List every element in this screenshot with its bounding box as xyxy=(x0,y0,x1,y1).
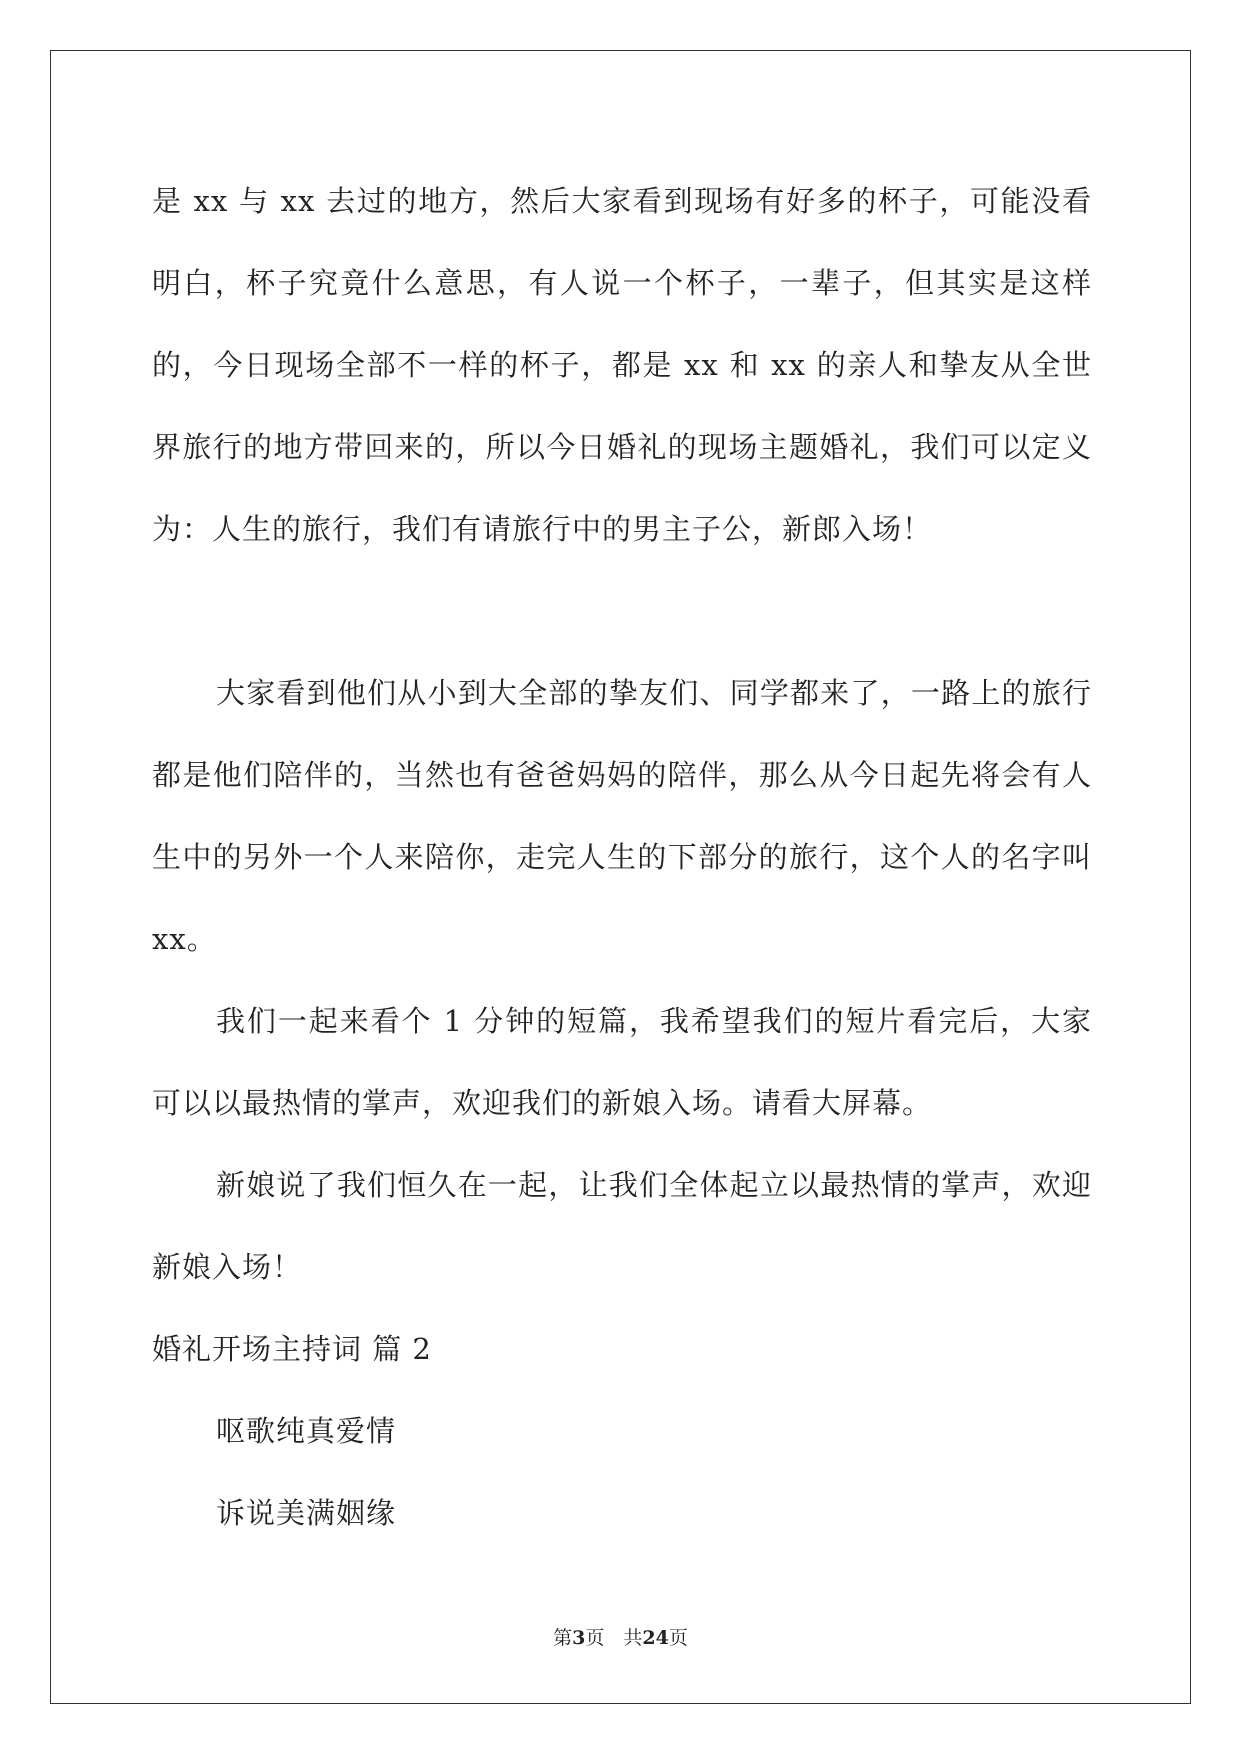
document-body xyxy=(152,160,1092,1554)
paragraph-2: 大家看到他们从小到大全部的挚友们、同学都来了，一路上的旅行都是他们陪伴的，当然也有爸爸妈妈的陪伴，那么从今日起先将会有人生中的另外一个人来陪你，走完人生的下部分的旅行，这个人的名字叫 xx。 xyxy=(152,676,1092,956)
section-heading: 婚礼开场主持词 篇 2 xyxy=(152,1332,432,1366)
total-page-number: 24 xyxy=(642,1627,669,1649)
paragraph-3: 我们一起来看个 1 分钟的短篇，我希望我们的短片看完后，大家可以以最热情的掌声，欢迎我们的新娘入场。请看大屏幕。 xyxy=(152,1004,1092,1120)
footer-mid: 页 共 xyxy=(585,1627,643,1649)
page-footer xyxy=(0,1623,1241,1650)
verse-line-2: 诉说美满姻缘 xyxy=(216,1496,397,1530)
current-page-number: 3 xyxy=(572,1627,586,1649)
footer-prefix: 第 xyxy=(553,1627,573,1649)
paragraph-1: 是 xx 与 xx 去过的地方，然后大家看到现场有好多的杯子，可能没看明白，杯子究竟什么意思，有人说一个杯子，一辈子，但其实是这样的，今日现场全部不一样的杯子，都是 xx 和 xx 的亲人和挚友从全世界旅行的地方带回来的，所以今日婚礼的现场主题婚礼，我们可以定义为：人生的旅行，我们有请旅行中的男主子公，新郎入场！ xyxy=(152,184,1092,546)
verse-line-1: 呕歌纯真爱情 xyxy=(216,1414,397,1448)
footer-suffix: 页 xyxy=(668,1627,688,1649)
paragraph-gap xyxy=(152,570,1092,652)
paragraph-4: 新娘说了我们恒久在一起，让我们全体起立以最热情的掌声，欢迎新娘入场！ xyxy=(152,1168,1092,1284)
